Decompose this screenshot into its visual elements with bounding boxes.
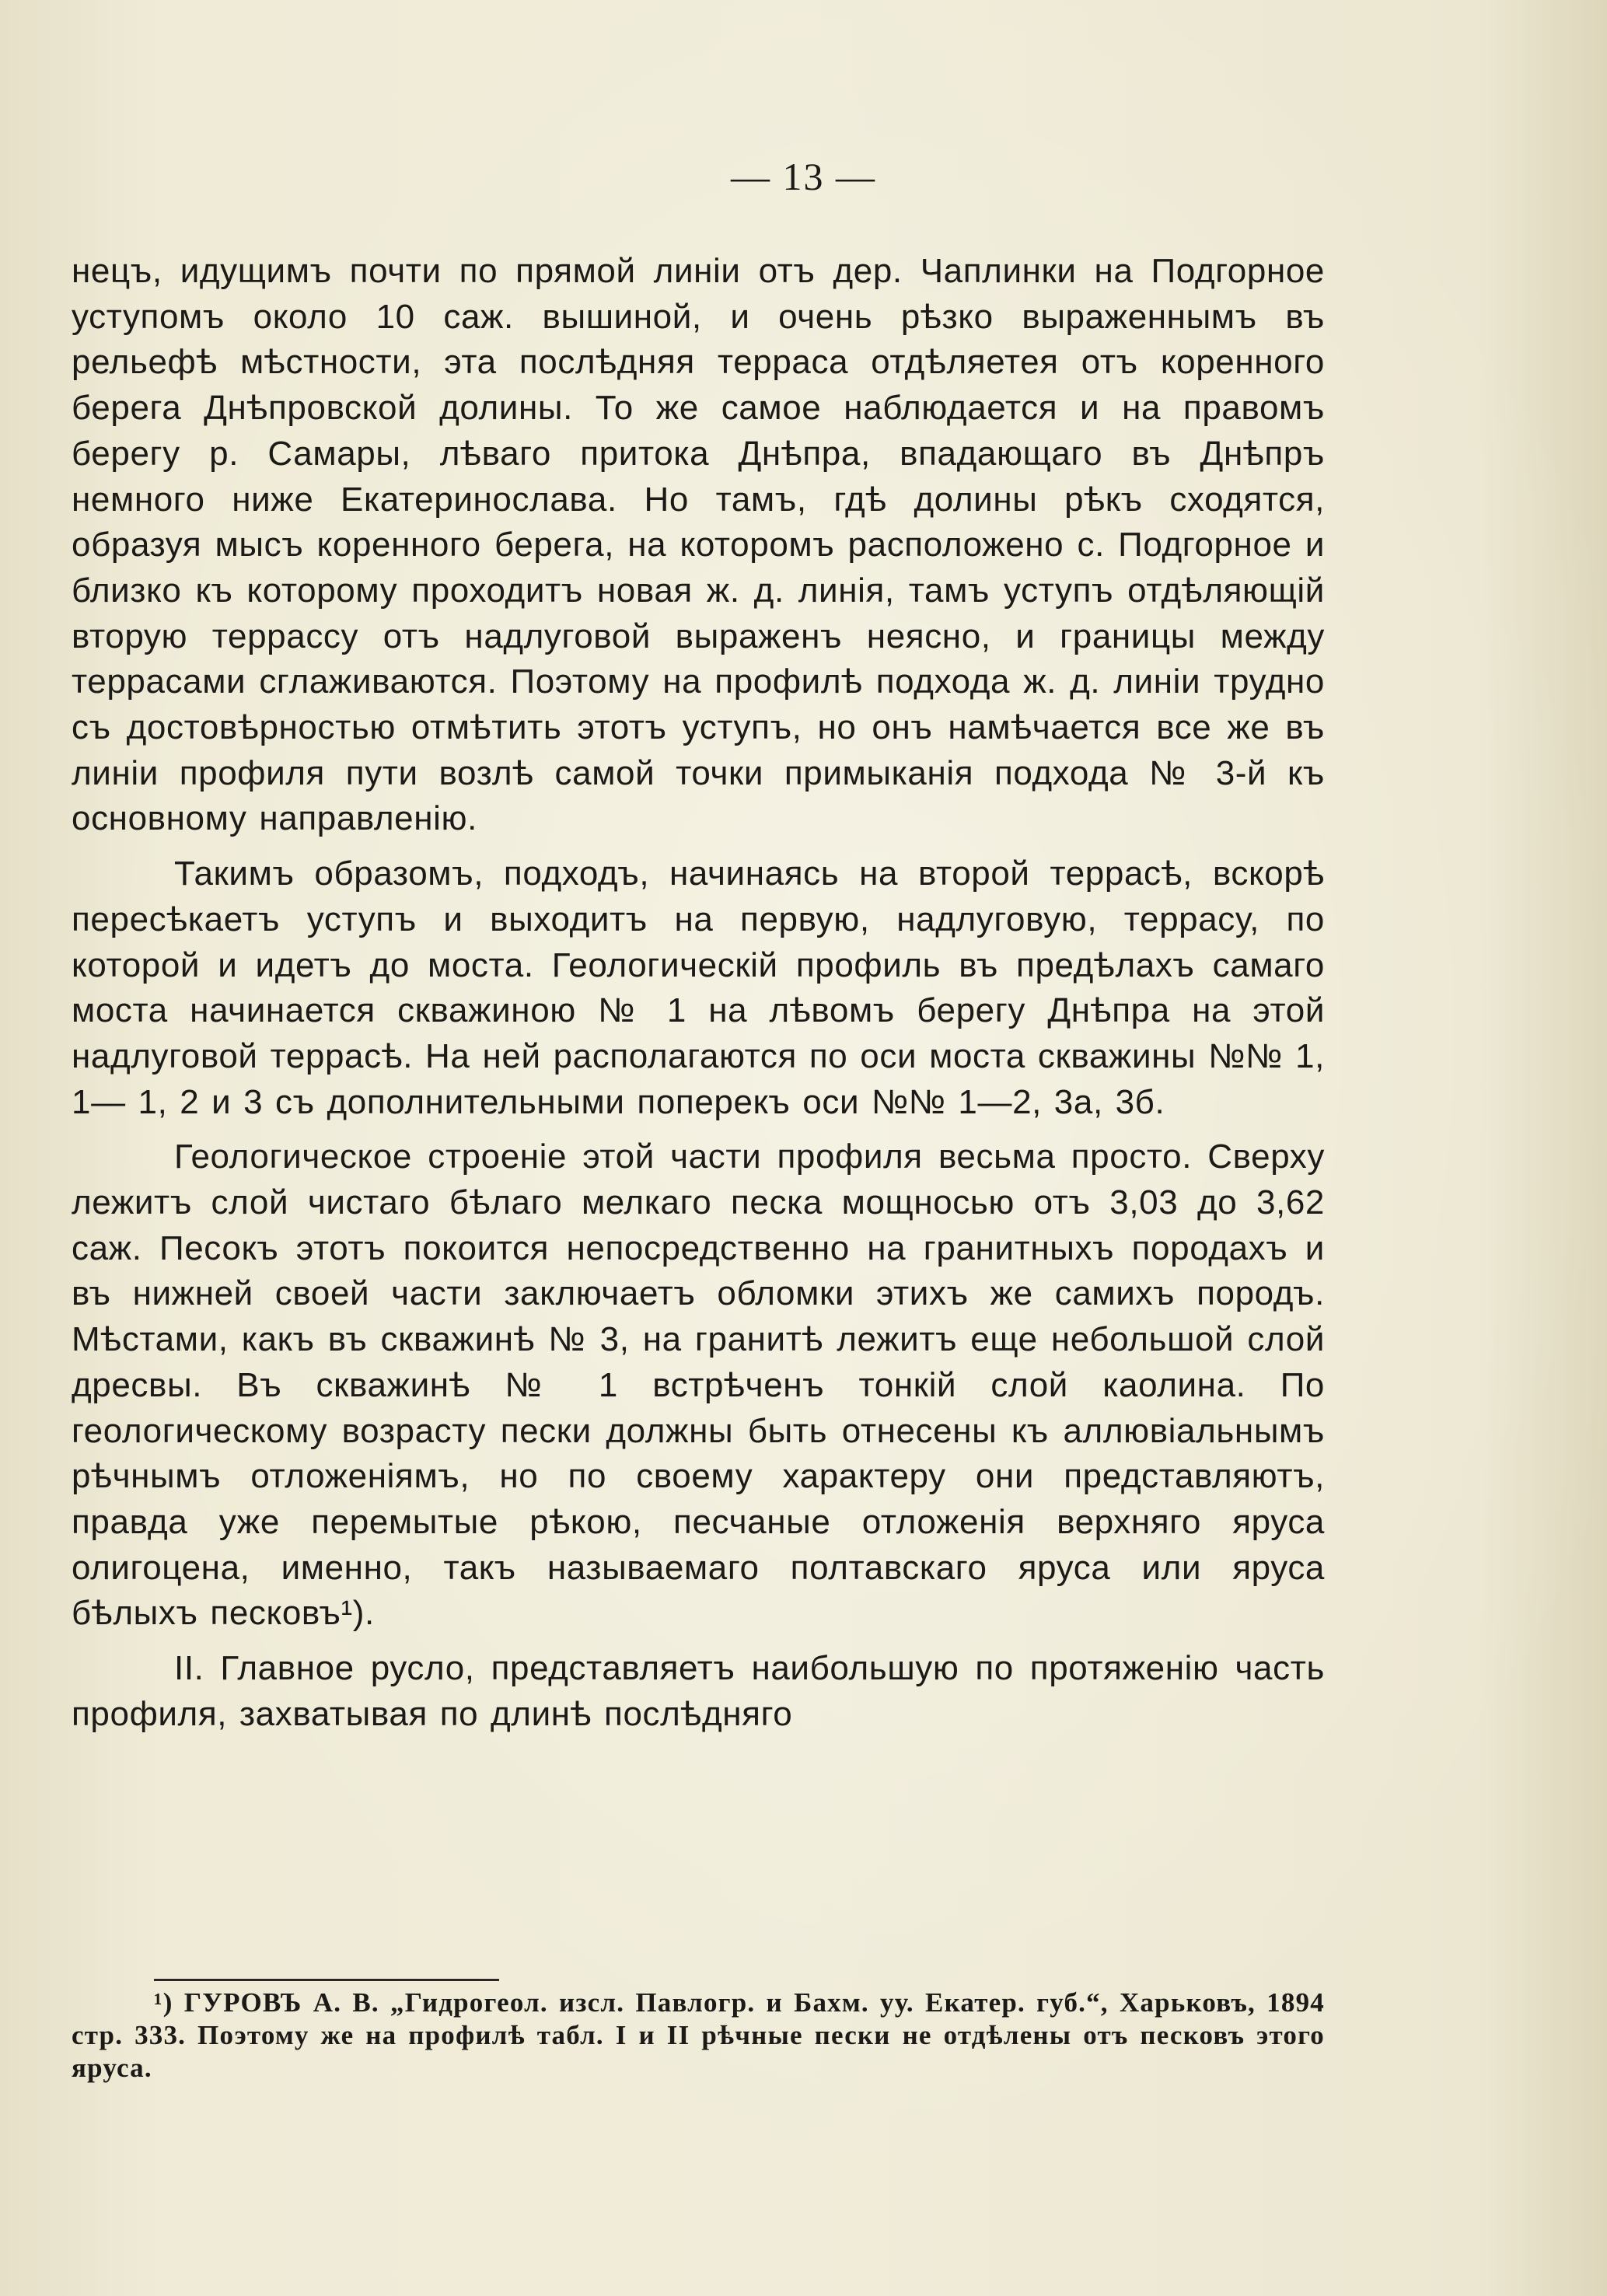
main-text bbox=[72, 249, 1325, 1738]
paragraph: нецъ, идущимъ почти по прямой линіи отъ дер. Чаплинки на Подгорное уступомъ около 10 саж. вышиной, и очень рѣзко выраженнымъ въ рельефѣ мѣстности, эта послѣдняя терраса отдѣляетея отъ коренного берега Днѣпровской долины. То же самое наблюдается и на правомъ берегу р. Самары, лѣваго притока Днѣпра, впадающаго въ Днѣпръ немного ниже Екатеринослава. Но тамъ, гдѣ долины рѣкъ сходятся, образуя мысъ коренного берега, на которомъ расположено с. Подгорное и близко къ которому проходитъ новая ж. д. линія, тамъ уступъ отдѣляющій вторую террассу отъ надлуговой выраженъ неясно, и границы между террасами сглаживаются. Поэтому на профилѣ подхода ж. д. линіи трудно съ достовѣрностью отмѣтить этотъ уступъ, но онъ намѣчается все же въ линіи профиля пути возлѣ самой точки примыканія подхода № 3-й къ основному направленію. bbox=[72, 252, 1325, 838]
section-heading-paragraph: II. Главное русло, представляетъ наибольшую по протяженію часть профиля, захватывая по длинѣ послѣдняго bbox=[72, 1649, 1325, 1733]
footnote: ¹) ГУРОВЪ А. В. „Гидрогеол. изсл. Павлогр. и Бахм. уу. Екатер. губ.“, Харьковъ, 1894 стр. 333. Поэтому же на профилѣ табл. I и II рѣчные пески не отдѣлены отъ песковъ этого яруса. bbox=[72, 1987, 1325, 2083]
footnotes bbox=[72, 1987, 1325, 2085]
paragraph: Такимъ образомъ, подходъ, начинаясь на второй террасѣ, вскорѣ пересѣкаетъ уступъ и выходитъ на первую, надлуговую, террасу, по которой и идетъ до моста. Геологическій профиль въ предѣлахъ самаго моста начинается скважиною № 1 на лѣвомъ берегу Днѣпра на этой надлуговой террасѣ. На ней располагаются по оси моста скважины №№ 1, 1— 1, 2 и 3 съ дополнительными поперекъ оси №№ 1—2, 3а, 3б. bbox=[72, 854, 1325, 1121]
page-number: — 13 — bbox=[731, 155, 876, 198]
footnote-divider bbox=[154, 1979, 499, 1981]
paragraph: Геологическое строеніе этой части профиля весьма просто. Сверху лежитъ слой чистаго бѣлаго мелкаго песка мощносью отъ 3,03 до 3,62 саж. Песокъ этотъ покоится непосредственно на гранитныхъ породахъ и въ нижней своей части заключаетъ обломки этихъ же самихъ породъ. Мѣстами, какъ въ скважинѣ № 3, на гранитѣ лежитъ еще небольшой слой дресвы. Въ скважинѣ № 1 встрѣченъ тонкій слой каолина. По геологическому возрасту пески должны быть отнесены къ аллювіальнымъ рѣчнымъ отложеніямъ, но по своему характеру они представляютъ, правда уже перемытые рѣкою, песчаные отложенія верхняго яруса олигоцена, именно, такъ называемаго полтавскаго яруса или яруса бѣлыхъ песковъ¹). bbox=[72, 1138, 1325, 1633]
